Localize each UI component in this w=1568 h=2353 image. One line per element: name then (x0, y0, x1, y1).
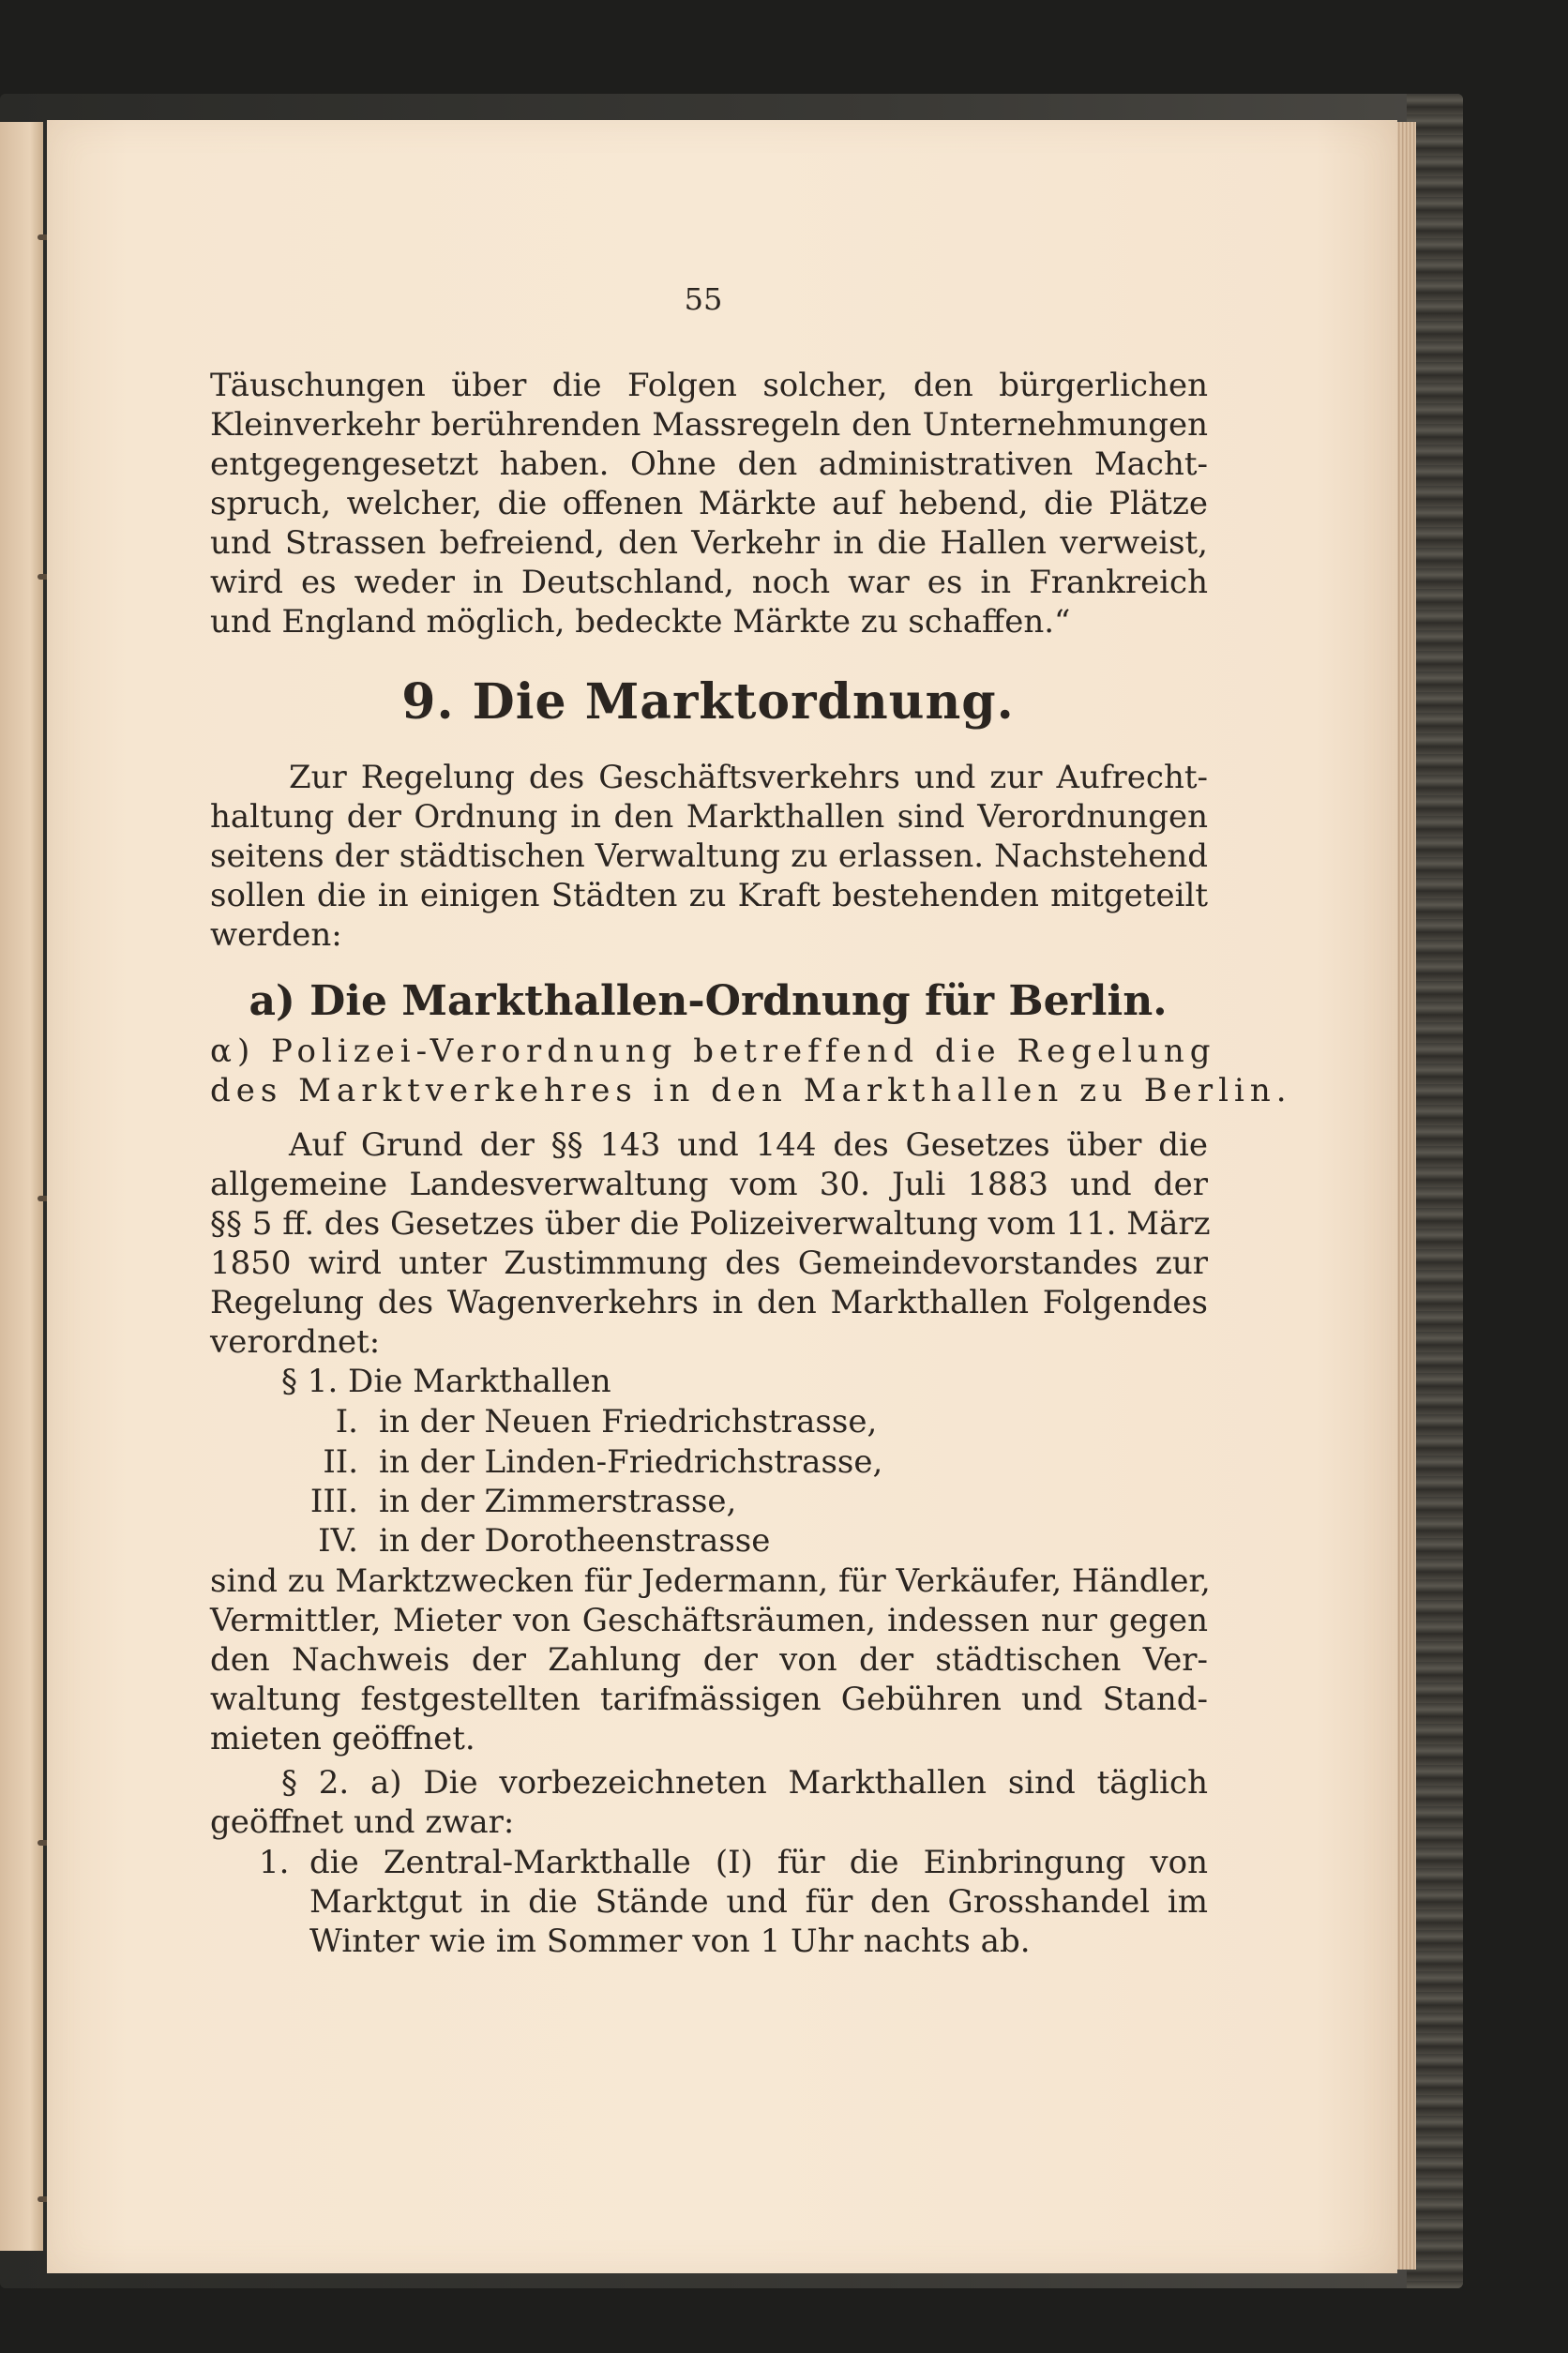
text-line: Auf Grund der §§ 143 und 144 des Gesetzes über die (289, 1126, 1208, 1164)
text-line: Zur Regelung des Geschäftsverkehrs und zur Aufrecht- (289, 759, 1208, 796)
hall-numeral: II. (323, 1443, 358, 1481)
text-line: werden: (210, 916, 342, 954)
ordinance-title-line: α) Polizei-Verordnung betreffend die Regelung (210, 1033, 1216, 1070)
text-line: sind zu Marktzwecken für Jedermann, für Verkäufer, Händler, (210, 1562, 1211, 1600)
list-item-line: Marktgut in die Stände und für den Grosshandel im (309, 1883, 1208, 1921)
hall-numeral: IV. (318, 1522, 358, 1560)
text-line: den Nachweis der Zahlung der von der städtischen Ver- (210, 1641, 1208, 1679)
subheading: a) Die Markthallen-Ordnung für Berlin. (249, 977, 1168, 1025)
text-line: allgemeine Landesverwaltung vom 30. Juli 1883 und der (210, 1166, 1208, 1203)
page-number: 55 (684, 281, 723, 317)
section-heading: 9. Die Marktordnung. (401, 673, 1015, 731)
ordinance-title-line: des Marktverkehres in den Markthallen zu Berlin. (210, 1072, 1292, 1109)
text-line: sollen die in einigen Städten zu Kraft bestehenden mitgeteilt (210, 877, 1208, 914)
page-stack-edge (1395, 122, 1416, 2270)
hall-item: in der Linden-Friedrichstrasse, (379, 1443, 883, 1481)
hall-numeral: I. (335, 1403, 358, 1440)
hall-item: in der Neuen Friedrichstrasse, (379, 1403, 878, 1440)
text-line: Täuschungen über die Folgen solcher, den bürgerlichen (210, 367, 1208, 404)
text-line: Vermittler, Mieter von Geschäftsräumen, indessen nur gegen (210, 1602, 1208, 1639)
text-line: 1850 wird unter Zustimmung des Gemeindevorstandes zur (210, 1244, 1208, 1282)
text-line: §§ 5 ff. des Gesetzes über die Polizeiverwaltung vom 11. März (210, 1205, 1211, 1243)
text-line: und Strassen befreiend, den Verkehr in die Hallen verweist, (210, 524, 1208, 562)
text-line: haltung der Ordnung in den Markthallen sind Verordnungen (210, 798, 1208, 836)
list-item-line: Winter wie im Sommer von 1 Uhr nachts ab. (309, 1923, 1031, 1960)
text-line: entgegengesetzt haben. Ohne den administrativen Macht- (210, 445, 1208, 483)
text-line: § 2. a) Die vorbezeichneten Markthallen sind täglich (281, 1764, 1208, 1802)
hall-item: in der Zimmerstrasse, (379, 1483, 737, 1520)
hall-numeral: III. (309, 1483, 358, 1520)
text-line: mieten geöffnet. (210, 1720, 475, 1757)
text-line: spruch, welcher, die offenen Märkte auf hebend, die Plätze (210, 485, 1208, 522)
previous-page-edge (0, 122, 43, 2251)
text-line: Regelung des Wagenverkehrs in den Markthallen Folgendes (210, 1284, 1208, 1321)
text-line: waltung festgestellten tarifmässigen Gebühren und Stand- (210, 1681, 1208, 1718)
list-item-line: die Zentral-Markthalle (I) für die Einbringung von (309, 1844, 1208, 1881)
text-line: verordnet: (210, 1323, 381, 1361)
text-line: wird es weder in Deutschland, noch war es in Frankreich (210, 564, 1208, 601)
text-line: geöffnet und zwar: (210, 1803, 515, 1841)
text-line: Kleinverkehr berührenden Massregeln den Unternehmungen (210, 406, 1208, 444)
hall-item: in der Dorotheenstrasse (379, 1522, 771, 1560)
list-item-number: 1. (259, 1844, 290, 1881)
paragraph-section-1: § 1. Die Markthallen (281, 1363, 611, 1400)
text-line: und England möglich, bedeckte Märkte zu schaffen.“ (210, 603, 1071, 641)
text-line: seitens der städtischen Verwaltung zu erlassen. Nachstehend (210, 837, 1208, 875)
